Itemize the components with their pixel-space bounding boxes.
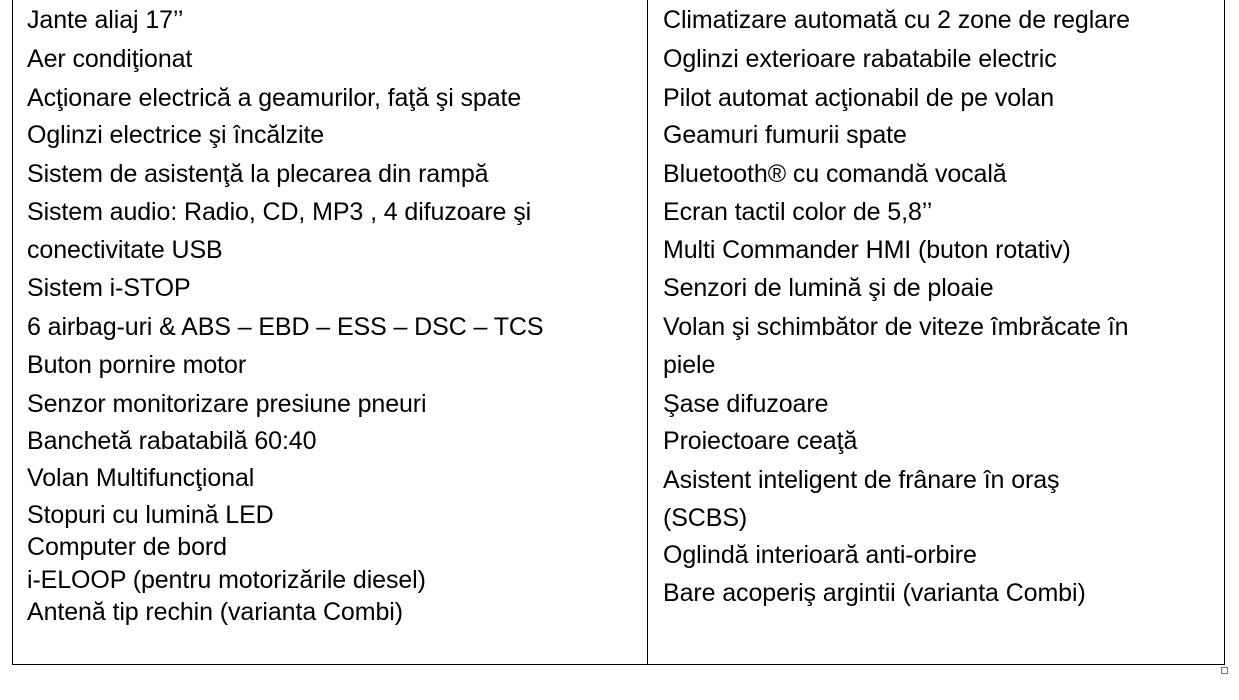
list-item: Oglindă interioară anti-orbire <box>663 541 977 569</box>
list-item: Sistem i-STOP <box>27 274 191 302</box>
list-item: Proiectoare ceaţă <box>663 427 858 455</box>
list-item: conectivitate USB <box>27 236 223 264</box>
list-item: Şase difuzoare <box>663 390 829 418</box>
list-item: Oglinzi electrice şi încălzite <box>27 121 325 149</box>
list-item: Bluetooth® cu comandă vocală <box>663 160 1007 188</box>
list-item: Computer de bord <box>27 533 227 561</box>
features-table <box>12 0 1225 665</box>
list-item: (SCBS) <box>663 504 748 532</box>
list-item: Ecran tactil color de 5,8’’ <box>663 198 933 226</box>
list-item: Stopuri cu lumină LED <box>27 501 274 529</box>
list-item: piele <box>663 351 716 379</box>
list-item: Senzori de lumină şi de ploaie <box>663 274 994 302</box>
list-item: Volan Multifuncţional <box>27 464 255 492</box>
list-item: Pilot automat acţionabil de pe volan <box>663 84 1055 112</box>
list-item: Sistem de asistenţă la plecarea din rampă <box>27 160 489 188</box>
list-item: Multi Commander HMI (buton rotativ) <box>663 236 1071 264</box>
list-item: Bare acoperiş argintii (varianta Combi) <box>663 579 1086 607</box>
list-item: Antenă tip rechin (varianta Combi) <box>27 598 403 626</box>
list-item: Geamuri fumurii spate <box>663 121 907 149</box>
list-item: Sistem audio: Radio, CD, MP3 , 4 difuzoare şi <box>27 198 532 226</box>
list-item: Oglinzi exterioare rabatabile electric <box>663 45 1057 73</box>
list-item: Asistent inteligent de frânare în oraş <box>663 466 1060 494</box>
list-item: Jante aliaj 17’’ <box>27 6 184 34</box>
list-item: 6 airbag-uri & ABS – EBD – ESS – DSC – TCS <box>27 313 544 341</box>
table-resize-handle[interactable] <box>1221 667 1228 674</box>
list-item: Banchetă rabatabilă 60:40 <box>27 427 317 455</box>
left-column-cell <box>13 0 648 665</box>
list-item: Buton pornire motor <box>27 351 247 379</box>
list-item: Volan şi schimbător de viteze îmbrăcate în <box>663 313 1129 341</box>
list-item: Senzor monitorizare presiune pneuri <box>27 390 427 418</box>
list-item: i-ELOOP (pentru motorizările diesel) <box>27 566 426 594</box>
list-item: Climatizare automată cu 2 zone de reglare <box>663 6 1130 34</box>
table-row <box>13 0 1225 665</box>
list-item: Aer condiţionat <box>27 45 193 73</box>
right-column-cell <box>648 0 1225 665</box>
list-item: Acţionare electrică a geamurilor, faţă şi spate <box>27 84 522 112</box>
